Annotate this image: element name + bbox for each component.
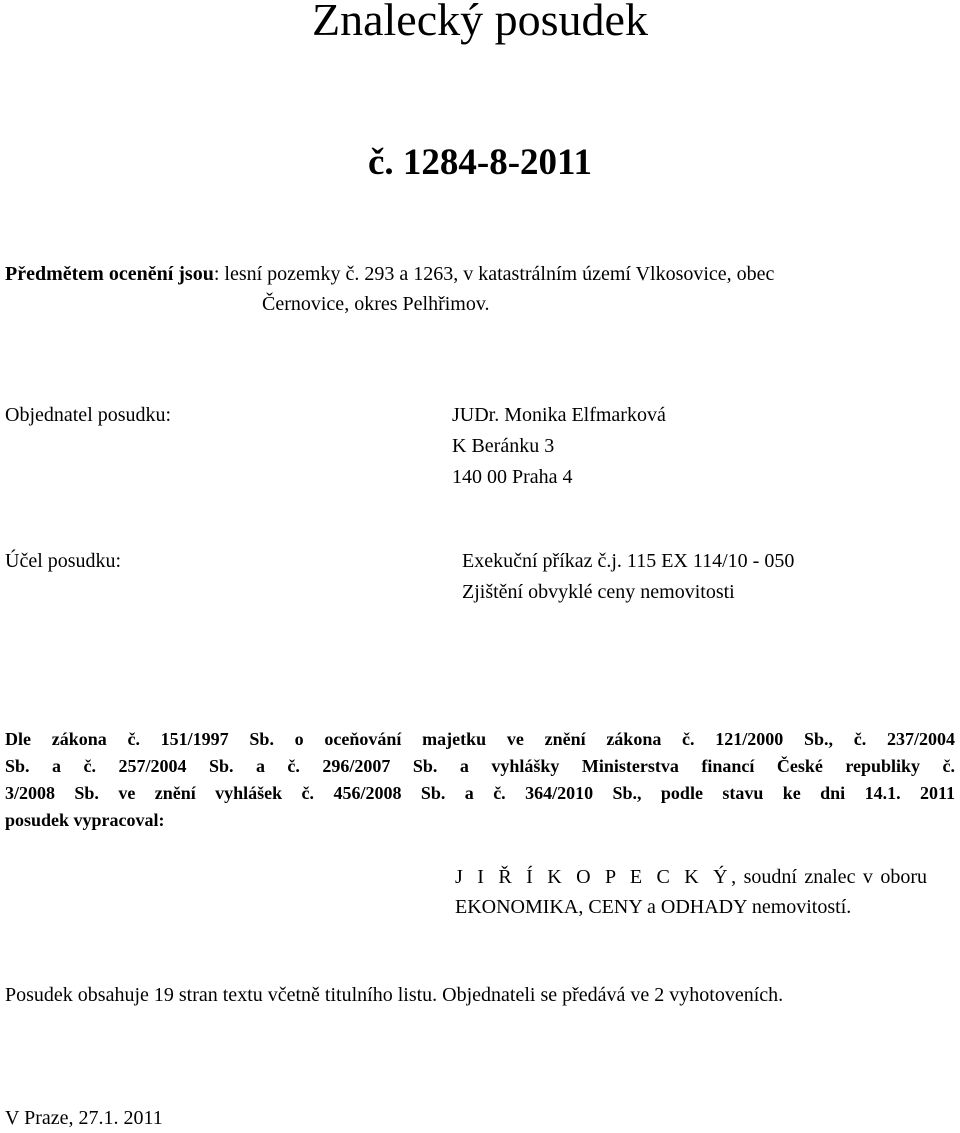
legal-basis-line: posudek vypracoval: xyxy=(5,810,165,830)
author-line-2: EKONOMIKA, CENY a ODHADY nemovitostí. xyxy=(455,896,852,918)
legal-basis-paragraph xyxy=(5,726,955,834)
purpose-block xyxy=(462,546,794,608)
client-street: K Beránku 3 xyxy=(452,435,555,457)
author-line-1 xyxy=(455,862,927,892)
author-role: , soudní znalec v oboru xyxy=(731,866,927,888)
purpose-line-1: Exekuční příkaz č.j. 115 EX 114/10 - 050 xyxy=(462,550,795,572)
subject-text: : lesní pozemky č. 293 a 1263, v katastrálním území Vlkosovice, obec xyxy=(213,263,775,285)
legal-basis-line: Sb. a č. 257/2004 Sb. a č. 296/2007 Sb. a vyhlášky Ministerstva financí České republiky č. xyxy=(5,756,955,776)
author-block xyxy=(455,862,927,922)
purpose-line-2: Zjištění obvyklé ceny nemovitosti xyxy=(462,581,735,603)
author-name: J I Ř Í K O P E C K Ý xyxy=(455,866,732,888)
legal-basis-line: Dle zákona č. 151/1997 Sb. o oceňování majetku ve znění zákona č. 121/2000 Sb., č. 237/2004 xyxy=(5,729,955,749)
purpose-label: Účel posudku: xyxy=(5,550,122,572)
report-number: č. 1284-8-2011 xyxy=(367,142,593,183)
client-name: JUDr. Monika Elfmarková xyxy=(452,404,666,426)
subject-text-continued: Černovice, okres Pelhřimov. xyxy=(262,293,490,315)
pages-note: Posudek obsahuje 19 stran textu včetně titulního listu. Objednateli se předává ve 2 vyhotoveních. xyxy=(5,984,784,1006)
subject-line xyxy=(5,259,774,289)
client-address-block xyxy=(452,400,666,493)
client-city: 140 00 Praha 4 xyxy=(452,466,573,488)
document-title: Znalecký posudek xyxy=(312,0,648,45)
client-label: Objednatel posudku: xyxy=(5,404,172,426)
subject-label: Předmětem ocenění jsou xyxy=(5,263,214,285)
legal-basis-line: 3/2008 Sb. ve znění vyhlášek č. 456/2008 Sb. a č. 364/2010 Sb., podle stavu ke dni 14.1. 2011 xyxy=(5,783,955,803)
place-date: V Praze, 27.1. 2011 xyxy=(5,1107,163,1129)
